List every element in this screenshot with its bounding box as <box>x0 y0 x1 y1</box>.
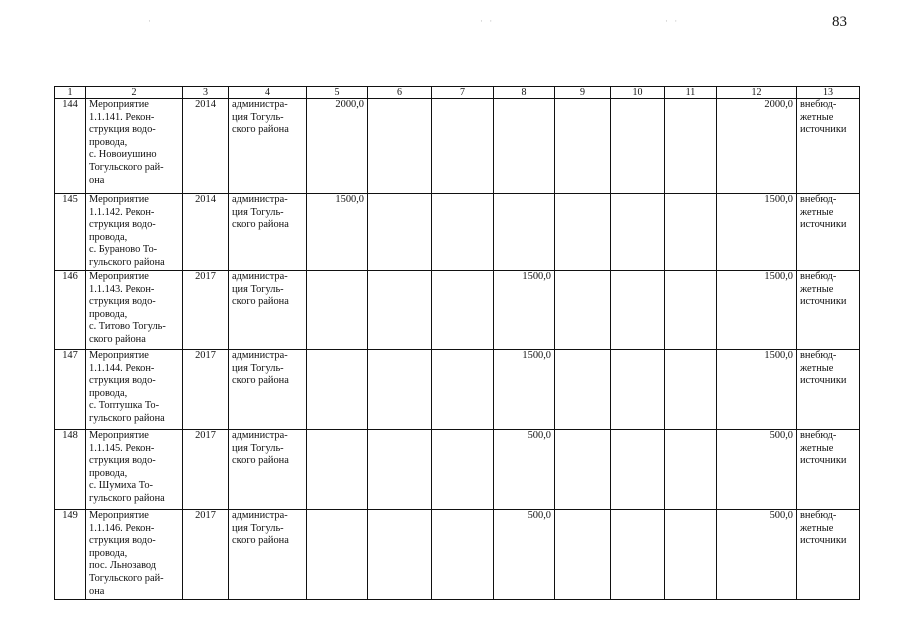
total-cell <box>717 194 797 271</box>
column-11-cell <box>665 430 717 510</box>
amount-column-8: 1500,0 <box>522 350 551 361</box>
column-header: 5 <box>307 87 368 99</box>
activity-name-cell <box>86 510 183 600</box>
row-number-cell <box>55 99 86 194</box>
table-row <box>55 99 860 194</box>
column-10-cell <box>611 430 665 510</box>
year-cell <box>183 99 229 194</box>
funding-source: внебюд- жетные источники <box>800 510 847 547</box>
column-6-cell <box>368 510 432 600</box>
year: 2017 <box>195 271 216 282</box>
row-number-cell <box>55 350 86 430</box>
activity-name: Мероприятие 1.1.144. Рекон- струкция водо- провода, с. Топтушка То- гульского района <box>89 350 165 424</box>
column-5-cell <box>307 194 368 271</box>
amount-column-5: 2000,0 <box>335 99 364 110</box>
column-header: 10 <box>611 87 665 99</box>
row-number: 146 <box>62 271 78 282</box>
activity-name-cell <box>86 194 183 271</box>
column-10-cell <box>611 271 665 350</box>
column-header: 8 <box>494 87 555 99</box>
table-row <box>55 350 860 430</box>
row-number-cell <box>55 510 86 600</box>
amount-total: 500,0 <box>769 510 793 521</box>
column-6-cell <box>368 194 432 271</box>
row-number: 148 <box>62 430 78 441</box>
scan-artifact: · · <box>480 16 495 26</box>
column-header: 6 <box>368 87 432 99</box>
column-5-cell <box>307 350 368 430</box>
scan-artifact: · · <box>665 16 680 26</box>
column-11-cell <box>665 194 717 271</box>
column-5-cell <box>307 430 368 510</box>
activity-name-cell <box>86 350 183 430</box>
column-6-cell <box>368 430 432 510</box>
program-table <box>54 86 860 600</box>
table-body <box>55 99 860 600</box>
amount-column-5: 1500,0 <box>335 194 364 205</box>
column-6-cell <box>368 99 432 194</box>
amount-column-8: 500,0 <box>527 510 551 521</box>
table-row <box>55 194 860 271</box>
funding-source-cell <box>797 350 860 430</box>
row-number-cell <box>55 430 86 510</box>
executor: администра- ция Тогуль- ского района <box>232 194 289 231</box>
column-7-cell <box>432 430 494 510</box>
column-9-cell <box>555 271 611 350</box>
year-cell <box>183 350 229 430</box>
column-9-cell <box>555 194 611 271</box>
column-11-cell <box>665 271 717 350</box>
column-8-cell <box>494 271 555 350</box>
column-header: 2 <box>86 87 183 99</box>
row-number: 145 <box>62 194 78 205</box>
year-cell <box>183 430 229 510</box>
funding-source: внебюд- жетные источники <box>800 430 847 467</box>
amount-total: 1500,0 <box>764 350 793 361</box>
column-8-cell <box>494 99 555 194</box>
column-11-cell <box>665 350 717 430</box>
amount-column-8: 1500,0 <box>522 271 551 282</box>
row-number-cell <box>55 194 86 271</box>
funding-source-cell <box>797 510 860 600</box>
executor-cell <box>229 430 307 510</box>
column-9-cell <box>555 350 611 430</box>
executor-cell <box>229 99 307 194</box>
executor: администра- ция Тогуль- ского района <box>232 430 289 467</box>
executor: администра- ция Тогуль- ского района <box>232 99 289 136</box>
column-8-cell <box>494 510 555 600</box>
year: 2014 <box>195 99 216 110</box>
executor: администра- ция Тогуль- ского района <box>232 350 289 387</box>
activity-name: Мероприятие 1.1.145. Рекон- струкция водо- провода, с. Шумиха То- гульского района <box>89 430 165 504</box>
funding-source: внебюд- жетные источники <box>800 99 847 136</box>
table-row <box>55 430 860 510</box>
column-5-cell <box>307 510 368 600</box>
column-11-cell <box>665 99 717 194</box>
column-7-cell <box>432 510 494 600</box>
row-number: 149 <box>62 510 78 521</box>
activity-name: Мероприятие 1.1.143. Рекон- струкция водо- провода, с. Титово Тогуль- ского района <box>89 271 166 345</box>
column-10-cell <box>611 194 665 271</box>
executor: администра- ция Тогуль- ского района <box>232 271 289 308</box>
column-10-cell <box>611 510 665 600</box>
table-row <box>55 271 860 350</box>
year: 2017 <box>195 350 216 361</box>
column-5-cell <box>307 271 368 350</box>
amount-column-8: 500,0 <box>527 430 551 441</box>
activity-name-cell <box>86 99 183 194</box>
row-number-cell <box>55 271 86 350</box>
scan-artifact: · <box>148 16 153 26</box>
funding-source-cell <box>797 194 860 271</box>
year-cell <box>183 510 229 600</box>
funding-source: внебюд- жетные источники <box>800 271 847 308</box>
total-cell <box>717 430 797 510</box>
page-number: 83 <box>832 14 847 30</box>
activity-name-cell <box>86 271 183 350</box>
executor: администра- ция Тогуль- ского района <box>232 510 289 547</box>
column-7-cell <box>432 99 494 194</box>
funding-source: внебюд- жетные источники <box>800 350 847 387</box>
year: 2014 <box>195 194 216 205</box>
year-cell <box>183 194 229 271</box>
amount-total: 2000,0 <box>764 99 793 110</box>
column-8-cell <box>494 430 555 510</box>
amount-total: 1500,0 <box>764 271 793 282</box>
executor-cell <box>229 271 307 350</box>
amount-total: 1500,0 <box>764 194 793 205</box>
column-10-cell <box>611 99 665 194</box>
funding-source: внебюд- жетные источники <box>800 194 847 231</box>
total-cell <box>717 350 797 430</box>
total-cell <box>717 271 797 350</box>
column-header: 13 <box>797 87 860 99</box>
funding-source-cell <box>797 271 860 350</box>
row-number: 147 <box>62 350 78 361</box>
row-number: 144 <box>62 99 78 110</box>
column-number-row <box>55 87 860 99</box>
column-7-cell <box>432 350 494 430</box>
column-9-cell <box>555 510 611 600</box>
column-header: 9 <box>555 87 611 99</box>
column-header: 11 <box>665 87 717 99</box>
activity-name: Мероприятие 1.1.142. Рекон- струкция водо- провода, с. Бураново То- гульского района <box>89 194 165 268</box>
executor-cell <box>229 510 307 600</box>
column-10-cell <box>611 350 665 430</box>
executor-cell <box>229 194 307 271</box>
funding-source-cell <box>797 99 860 194</box>
total-cell <box>717 510 797 600</box>
activity-name: Мероприятие 1.1.141. Рекон- струкция водо- провода, с. Новоиушино Тогульского рай- она <box>89 99 164 186</box>
column-header: 3 <box>183 87 229 99</box>
column-11-cell <box>665 510 717 600</box>
activity-name-cell <box>86 430 183 510</box>
column-5-cell <box>307 99 368 194</box>
column-header: 4 <box>229 87 307 99</box>
column-header: 7 <box>432 87 494 99</box>
column-header: 1 <box>55 87 86 99</box>
column-6-cell <box>368 271 432 350</box>
funding-source-cell <box>797 430 860 510</box>
column-7-cell <box>432 194 494 271</box>
column-8-cell <box>494 194 555 271</box>
total-cell <box>717 99 797 194</box>
activity-name: Мероприятие 1.1.146. Рекон- струкция водо- провода, пос. Льнозавод Тогульского рай- она <box>89 510 164 597</box>
column-9-cell <box>555 99 611 194</box>
year: 2017 <box>195 430 216 441</box>
table-row <box>55 510 860 600</box>
column-7-cell <box>432 271 494 350</box>
column-header: 12 <box>717 87 797 99</box>
column-8-cell <box>494 350 555 430</box>
column-9-cell <box>555 430 611 510</box>
year: 2017 <box>195 510 216 521</box>
year-cell <box>183 271 229 350</box>
executor-cell <box>229 350 307 430</box>
column-6-cell <box>368 350 432 430</box>
amount-total: 500,0 <box>769 430 793 441</box>
